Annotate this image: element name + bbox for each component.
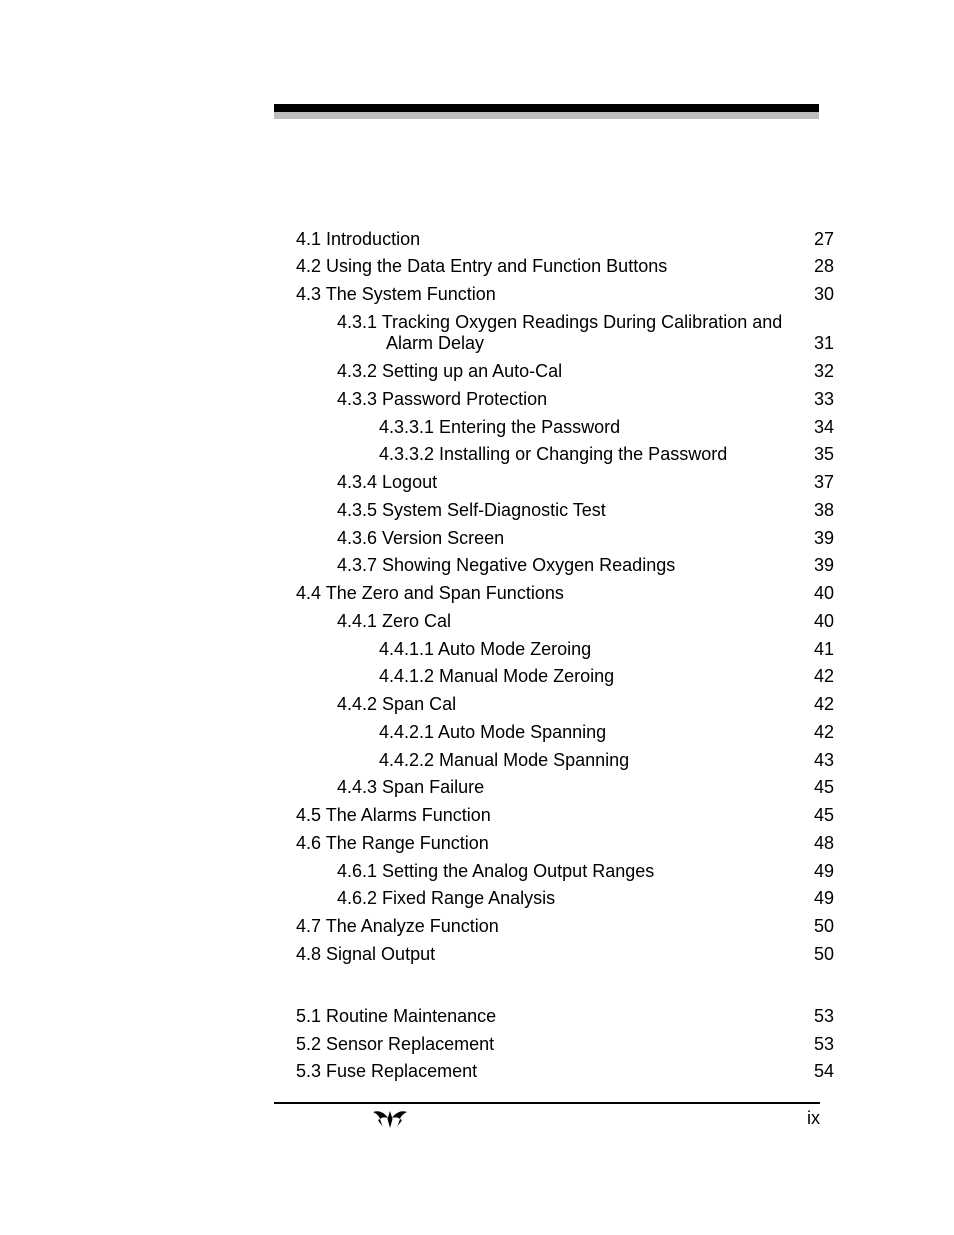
header-rule <box>274 104 819 112</box>
toc-entry-title: 4.3 The System Function <box>296 284 496 304</box>
toc-entry-page: 32 <box>813 361 834 381</box>
toc-entry-title: 4.4.2.2 Manual Mode Spanning <box>379 750 630 770</box>
toc-entry[interactable] <box>0 499 954 523</box>
toc-entry-page: 49 <box>813 861 834 881</box>
toc-entry-title: 4.5 The Alarms Function <box>296 805 491 825</box>
footer-rule <box>274 1102 820 1104</box>
toc-entry-page: 30 <box>813 284 834 304</box>
toc-entry-page: 43 <box>813 750 834 770</box>
toc-entry-title: 4.3.3.1 Entering the Password <box>379 417 621 437</box>
toc-entry-title: 5.1 Routine Maintenance <box>296 1006 497 1026</box>
toc-entry-page: 38 <box>813 500 834 520</box>
toc-entry[interactable] <box>0 943 954 967</box>
toc-entry-title: 4.3.4 Logout <box>337 472 438 492</box>
toc-entry-page: 42 <box>813 694 834 714</box>
toc-entry-page: 33 <box>813 389 834 409</box>
toc-entry[interactable] <box>0 228 954 252</box>
toc-entry[interactable] <box>0 638 954 662</box>
toc-entry-title: 5.2 Sensor Replacement <box>296 1034 495 1054</box>
toc-entry-page: 40 <box>813 583 834 603</box>
toc-entry-page: 41 <box>813 639 834 659</box>
toc-entry[interactable] <box>0 554 954 578</box>
toc-entry-title: 4.3.3.2 Installing or Changing the Password <box>379 444 728 464</box>
toc-entry[interactable] <box>0 283 954 307</box>
toc-entry[interactable] <box>0 527 954 551</box>
toc-entry[interactable] <box>0 665 954 689</box>
toc-entry-page: 45 <box>813 805 834 825</box>
toc-entry-title: 4.4.1.2 Manual Mode Zeroing <box>379 666 615 686</box>
toc-entry[interactable] <box>0 416 954 440</box>
toc-entry-page: 54 <box>813 1061 834 1081</box>
toc-entry-title: 4.3.2 Setting up an Auto-Cal <box>337 361 563 381</box>
toc-entry-title: 4.8 Signal Output <box>296 944 436 964</box>
toc-entry-title: 4.4.1.1 Auto Mode Zeroing <box>379 639 592 659</box>
toc-entry-title: 4.4 The Zero and Span Functions <box>296 583 564 603</box>
toc-entry[interactable] <box>0 1005 954 1029</box>
toc-entry[interactable] <box>0 832 954 856</box>
toc-entry-page: 42 <box>813 722 834 742</box>
toc-entry-page: 37 <box>813 472 834 492</box>
toc-entry-page: 31 <box>813 333 834 353</box>
toc-entry-title: 5.3 Fuse Replacement <box>296 1061 478 1081</box>
toc-entry[interactable] <box>0 311 954 355</box>
page-number: ix <box>807 1108 820 1128</box>
teledyne-logo-icon <box>372 1107 408 1129</box>
toc-entry-page: 27 <box>813 229 834 249</box>
toc-entry-page: 40 <box>813 611 834 631</box>
toc-entry[interactable] <box>0 471 954 495</box>
toc-entry-title: 4.4.2.1 Auto Mode Spanning <box>379 722 607 742</box>
toc-entry[interactable] <box>0 1033 954 1057</box>
toc-entry-page: 48 <box>813 833 834 853</box>
toc-entry-title: 4.3.1 Tracking Oxygen Readings During Calibration and <box>337 312 783 332</box>
toc-entry-title: 4.4.3 Span Failure <box>337 777 485 797</box>
toc-entry-title: 4.2 Using the Data Entry and Function Buttons <box>296 256 668 276</box>
toc-entry-page: 53 <box>813 1006 834 1026</box>
toc-entry-page: 39 <box>813 528 834 548</box>
toc-entry-title: 4.6.2 Fixed Range Analysis <box>337 888 556 908</box>
toc-entry-title: 4.3.7 Showing Negative Oxygen Readings <box>337 555 676 575</box>
toc-entry[interactable] <box>0 749 954 773</box>
toc-entry-title: 4.3.6 Version Screen <box>337 528 505 548</box>
toc-entry[interactable] <box>0 360 954 384</box>
toc-entry-title: 4.1 Introduction <box>296 229 421 249</box>
toc-entry-page: 45 <box>813 777 834 797</box>
toc-entry[interactable] <box>0 582 954 606</box>
toc-entry-title: 4.4.1 Zero Cal <box>337 611 452 631</box>
toc-entry-page: 39 <box>813 555 834 575</box>
toc-entry[interactable] <box>0 443 954 467</box>
toc-entry[interactable] <box>0 860 954 884</box>
toc-entry-page: 34 <box>813 417 834 437</box>
toc-entry-title: 4.4.2 Span Cal <box>337 694 457 714</box>
toc-entry-page: 42 <box>813 666 834 686</box>
toc-entry[interactable] <box>0 255 954 279</box>
toc-entry[interactable] <box>0 915 954 939</box>
toc-entry[interactable] <box>0 388 954 412</box>
toc-entry-page: 28 <box>813 256 834 276</box>
toc-entry-title: 4.6 The Range Function <box>296 833 489 853</box>
toc-entry-page: 35 <box>813 444 834 464</box>
toc-entry[interactable] <box>0 1060 954 1084</box>
toc-entry-page: 53 <box>813 1034 834 1054</box>
toc-entry-title: 4.3.5 System Self-Diagnostic Test <box>337 500 606 520</box>
toc-entry[interactable] <box>0 887 954 911</box>
toc-entry-page: 50 <box>813 916 834 936</box>
toc-entry-title-continued: Alarm Delay <box>386 333 485 353</box>
toc-entry-title: 4.6.1 Setting the Analog Output Ranges <box>337 861 655 881</box>
toc-entry[interactable] <box>0 721 954 745</box>
toc-entry-title: 4.3.3 Password Protection <box>337 389 548 409</box>
toc-entry[interactable] <box>0 693 954 717</box>
toc-entry-page: 49 <box>813 888 834 908</box>
toc-entry[interactable] <box>0 776 954 800</box>
toc-entry[interactable] <box>0 804 954 828</box>
toc-entry[interactable] <box>0 610 954 634</box>
toc-entry-page: 50 <box>813 944 834 964</box>
toc-entry-title: 4.7 The Analyze Function <box>296 916 499 936</box>
header-rule-shadow <box>274 112 819 119</box>
